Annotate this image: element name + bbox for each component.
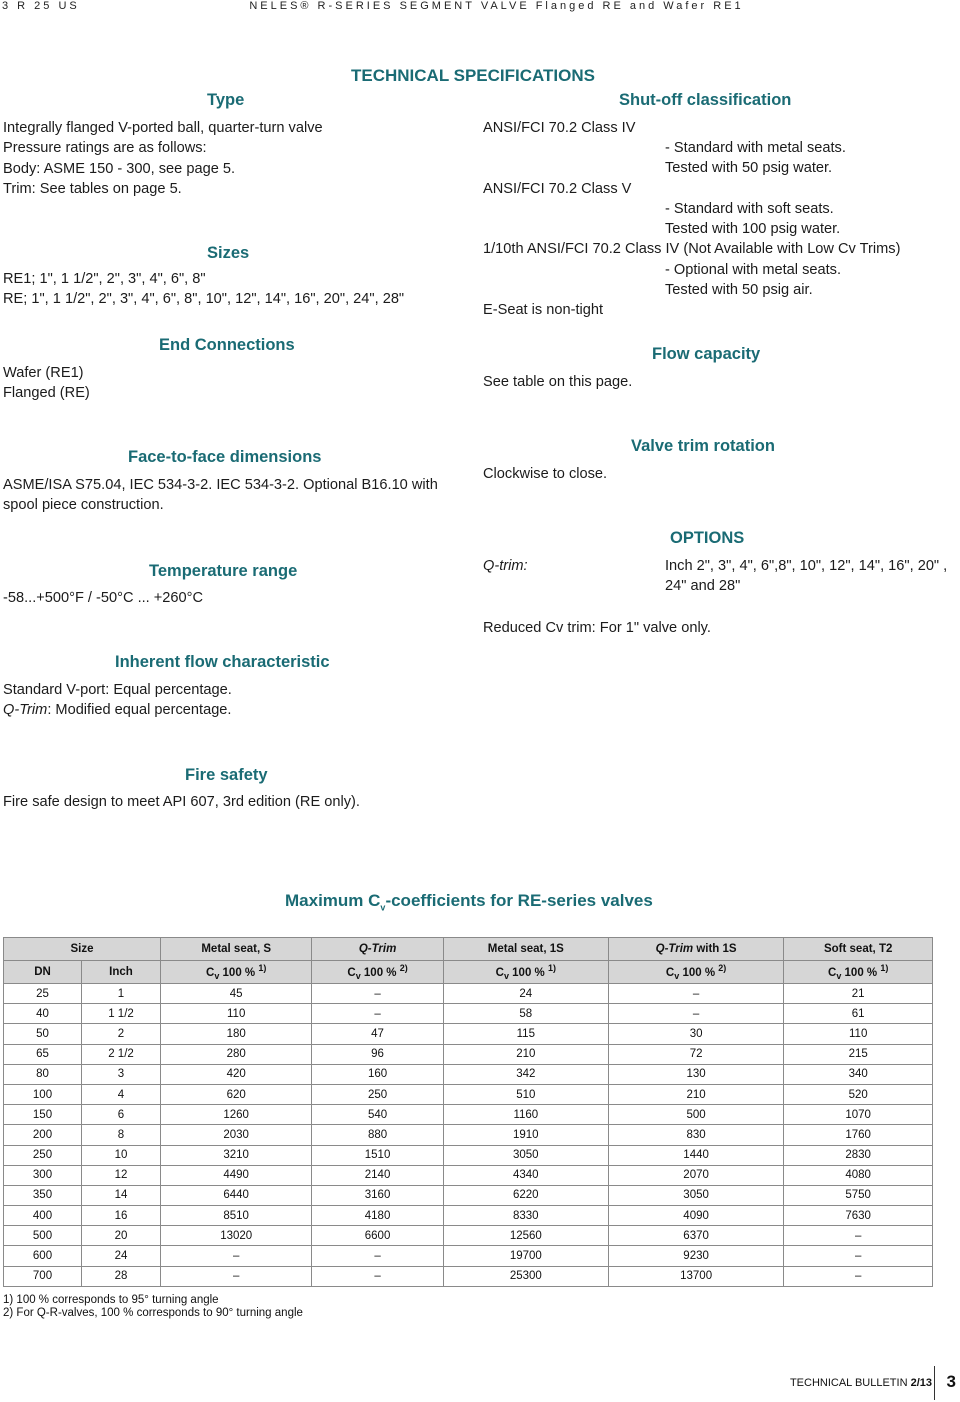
inherent-flow-heading: Inherent flow characteristic xyxy=(115,653,330,671)
technical-specifications-title: TECHNICAL SPECIFICATIONS xyxy=(351,66,595,85)
table-cell: 25300 xyxy=(443,1266,608,1286)
col-cv: $C_v$ 100 % $^{2)}$ xyxy=(608,961,784,984)
table-cell: – xyxy=(312,1004,443,1024)
table-cell: 342 xyxy=(443,1064,608,1084)
table-cell: 4090 xyxy=(608,1206,784,1226)
col-cv: $C_v$ 100 % $^{1)}$ xyxy=(784,961,933,984)
table-cell: 2070 xyxy=(608,1165,784,1185)
shutoff-tenth: 1/10th ANSI/FCI 70.2 Class IV (Not Available with Low Cv Trims) xyxy=(483,241,901,257)
group-soft-seat-t2: Soft seat, T2 xyxy=(784,938,933,961)
table-cell: 3160 xyxy=(312,1185,443,1205)
table-column-header-row xyxy=(4,961,933,984)
face-to-face-text: ASME/ISA S75.04, IEC 534-3-2. IEC 534-3-2. Optional B16.10 with spool piece construction. xyxy=(3,477,438,514)
sizes-text: RE1; 1", 1 1/2", 2", 3", 4", 6", 8" RE; 1", 1 1/2", 2", 3", 4", 6", 8", 10", 12", 14", 16", 20", 24", 28" xyxy=(3,271,405,308)
table-cell: 2 xyxy=(82,1024,161,1044)
table-cell: 4340 xyxy=(443,1165,608,1185)
footnote-1: 1) 100 % corresponds to 95° turning angle xyxy=(3,1294,219,1306)
shutoff-class4-notes: - Standard with metal seats. Tested with 50 psig water. xyxy=(665,140,846,177)
table-cell: 280 xyxy=(161,1044,312,1064)
table-cell: 6440 xyxy=(161,1185,312,1205)
table-cell: – xyxy=(161,1246,312,1266)
end-connections-text: Wafer (RE1) Flanged (RE) xyxy=(3,365,90,402)
table-cell: 72 xyxy=(608,1044,784,1064)
table-cell: 110 xyxy=(161,1004,312,1024)
table-cell: 14 xyxy=(82,1185,161,1205)
table-cell: 80 xyxy=(4,1064,82,1084)
footnote-2: 2) For Q-R-valves, 100 % corresponds to 90° turning angle xyxy=(3,1307,303,1319)
table-cell: 40 xyxy=(4,1004,82,1024)
table-cell: 200 xyxy=(4,1125,82,1145)
table-cell: 12 xyxy=(82,1165,161,1185)
table-cell: 250 xyxy=(312,1084,443,1104)
table-cell: 1 xyxy=(82,984,161,1004)
table-cell: 210 xyxy=(608,1084,784,1104)
end-connections-heading: End Connections xyxy=(159,336,295,354)
table-cell: 880 xyxy=(312,1125,443,1145)
table-cell: 4 xyxy=(82,1084,161,1104)
table-cell: – xyxy=(161,1266,312,1286)
table-cell: 65 xyxy=(4,1044,82,1064)
table-cell: 9230 xyxy=(608,1246,784,1266)
type-text: Integrally flanged V-ported ball, quarter-turn valve Pressure ratings are as follows: Body: ASME 150 - 300, see page 5. Trim: See tables on page 5. xyxy=(3,120,323,197)
table-row xyxy=(4,1125,933,1145)
page-number: 3 xyxy=(946,1372,956,1391)
table-cell: 210 xyxy=(443,1044,608,1064)
face-to-face-heading: Face-to-face dimensions xyxy=(128,448,322,466)
temperature-heading: Temperature range xyxy=(149,562,298,580)
table-row xyxy=(4,1105,933,1125)
table-cell: 520 xyxy=(784,1084,933,1104)
table-cell: 24 xyxy=(443,984,608,1004)
col-cv: $C_v$ 100 % $^{1)}$ xyxy=(443,961,608,984)
table-row xyxy=(4,1004,933,1024)
shutoff-class4: ANSI/FCI 70.2 Class IV xyxy=(483,120,636,136)
shutoff-class5: ANSI/FCI 70.2 Class V xyxy=(483,181,632,197)
table-cell: 8330 xyxy=(443,1206,608,1226)
table-cell: 3 xyxy=(82,1064,161,1084)
table-cell: 6 xyxy=(82,1105,161,1125)
table-cell: 8510 xyxy=(161,1206,312,1226)
table-cell: 21 xyxy=(784,984,933,1004)
table-cell: 160 xyxy=(312,1064,443,1084)
footer-divider xyxy=(934,1366,935,1400)
table-cell: – xyxy=(784,1226,933,1246)
table-cell: 700 xyxy=(4,1266,82,1286)
table-cell: 24 xyxy=(82,1246,161,1266)
table-cell: 16 xyxy=(82,1206,161,1226)
sizes-heading: Sizes xyxy=(207,244,250,262)
table-row xyxy=(4,1044,933,1064)
shutoff-eseat: E-Seat is non-tight xyxy=(483,302,604,318)
flow-capacity-heading: Flow capacity xyxy=(652,345,761,363)
table-cell: – xyxy=(784,1266,933,1286)
table-cell: 340 xyxy=(784,1064,933,1084)
table-cell: 47 xyxy=(312,1024,443,1044)
table-cell: 61 xyxy=(784,1004,933,1024)
table-row xyxy=(4,1084,933,1104)
table-cell: 510 xyxy=(443,1084,608,1104)
table-cell: 30 xyxy=(608,1024,784,1044)
header-title: NELES® R-SERIES SEGMENT VALVE Flanged RE and Wafer RE1 xyxy=(249,0,744,12)
table-cell: – xyxy=(312,1266,443,1286)
table-cell: 6370 xyxy=(608,1226,784,1246)
table-cell: 2830 xyxy=(784,1145,933,1165)
table-cell: 4180 xyxy=(312,1206,443,1226)
table-cell: 6220 xyxy=(443,1185,608,1205)
table-row xyxy=(4,1206,933,1226)
cv-coefficients-table xyxy=(3,937,933,1287)
table-row xyxy=(4,1165,933,1185)
table-cell: 2140 xyxy=(312,1165,443,1185)
group-q-trim-1s: Q-Trim with 1S xyxy=(608,938,784,961)
table-cell: 8 xyxy=(82,1125,161,1145)
table-cell: 830 xyxy=(608,1125,784,1145)
fire-safety-heading: Fire safety xyxy=(185,766,268,784)
page-code: 3 R 25 US xyxy=(2,0,80,12)
table-cell: 58 xyxy=(443,1004,608,1024)
table-cell: 4080 xyxy=(784,1165,933,1185)
table-cell: 2 1/2 xyxy=(82,1044,161,1064)
table-cell: 110 xyxy=(784,1024,933,1044)
table-cell: 1510 xyxy=(312,1145,443,1165)
table-cell: 1 1/2 xyxy=(82,1004,161,1024)
table-cell: – xyxy=(784,1246,933,1266)
valve-trim-heading: Valve trim rotation xyxy=(631,437,775,455)
table-body xyxy=(4,984,933,1287)
table-cell: 350 xyxy=(4,1185,82,1205)
table-cell: 600 xyxy=(4,1246,82,1266)
table-row xyxy=(4,1226,933,1246)
table-cell: 620 xyxy=(161,1084,312,1104)
flow-capacity-text: See table on this page. xyxy=(483,374,633,390)
table-cell: 20 xyxy=(82,1226,161,1246)
table-cell: 10 xyxy=(82,1145,161,1165)
table-cell: 150 xyxy=(4,1105,82,1125)
table-cell: – xyxy=(608,1004,784,1024)
table-row xyxy=(4,1024,933,1044)
table-cell: 5750 xyxy=(784,1185,933,1205)
table-cell: 500 xyxy=(608,1105,784,1125)
table-cell: 96 xyxy=(312,1044,443,1064)
table-cell: 1910 xyxy=(443,1125,608,1145)
shutoff-class5-notes: - Standard with soft seats. Tested with 100 psig water. xyxy=(665,201,841,238)
table-cell: 3050 xyxy=(608,1185,784,1205)
table-cell: 28 xyxy=(82,1266,161,1286)
table-cell: 13020 xyxy=(161,1226,312,1246)
table-cell: 215 xyxy=(784,1044,933,1064)
type-heading: Type xyxy=(207,91,245,109)
table-cell: 540 xyxy=(312,1105,443,1125)
group-size: Size xyxy=(4,938,161,961)
options-qtrim-sizes: Inch 2", 3", 4", 6",8", 10", 12", 14", 16", 20" , 24" and 28" xyxy=(665,558,948,595)
table-cell: 130 xyxy=(608,1064,784,1084)
table-cell: 12560 xyxy=(443,1226,608,1246)
col-cv: $C_v$ 100 % $^{2)}$ xyxy=(312,961,443,984)
table-cell: 500 xyxy=(4,1226,82,1246)
group-metal-seat-1s: Metal seat, 1S xyxy=(443,938,608,961)
table-cell: 115 xyxy=(443,1024,608,1044)
table-cell: 13700 xyxy=(608,1266,784,1286)
fire-safety-text: Fire safe design to meet API 607, 3rd edition (RE only). xyxy=(3,794,360,810)
table-cell: 4490 xyxy=(161,1165,312,1185)
table-cell: 7630 xyxy=(784,1206,933,1226)
table-title: Maximum $C_v$-coefficients for RE-series valves xyxy=(285,891,653,913)
table-cell: 25 xyxy=(4,984,82,1004)
col-inch: Inch xyxy=(82,961,161,984)
shutoff-heading: Shut-off classification xyxy=(619,91,792,109)
table-cell: 2030 xyxy=(161,1125,312,1145)
table-row xyxy=(4,1246,933,1266)
table-row xyxy=(4,1266,933,1286)
group-metal-seat-s: Metal seat, S xyxy=(161,938,312,961)
options-heading: OPTIONS xyxy=(670,529,745,547)
table-cell: – xyxy=(312,1246,443,1266)
col-cv: $C_v$ 100 % $^{1)}$ xyxy=(161,961,312,984)
table-cell: 100 xyxy=(4,1084,82,1104)
table-cell: 1760 xyxy=(784,1125,933,1145)
temperature-text: -58...+500°F / -50°C ... +260°C xyxy=(3,590,204,606)
table-cell: 1260 xyxy=(161,1105,312,1125)
page-header xyxy=(2,0,744,12)
table-cell: 3050 xyxy=(443,1145,608,1165)
col-dn: DN xyxy=(4,961,82,984)
table-cell: 300 xyxy=(4,1165,82,1185)
table-cell: 50 xyxy=(4,1024,82,1044)
table-group-header-row xyxy=(4,938,933,961)
table-cell: 6600 xyxy=(312,1226,443,1246)
table-cell: 400 xyxy=(4,1206,82,1226)
table-cell: 45 xyxy=(161,984,312,1004)
table-row xyxy=(4,984,933,1004)
table-cell: 180 xyxy=(161,1024,312,1044)
table-cell: 420 xyxy=(161,1064,312,1084)
options-qtrim-label: Q-trim: xyxy=(483,558,528,574)
valve-trim-text: Clockwise to close. xyxy=(483,466,608,482)
table-row xyxy=(4,1145,933,1165)
table-cell: 1070 xyxy=(784,1105,933,1125)
table-cell: 19700 xyxy=(443,1246,608,1266)
table-cell: 3210 xyxy=(161,1145,312,1165)
table-cell: – xyxy=(312,984,443,1004)
table-row xyxy=(4,1064,933,1084)
options-reduced-cv: Reduced Cv trim: For 1" valve only. xyxy=(483,620,711,636)
table-row xyxy=(4,1185,933,1205)
technical-bulletin: TECHNICAL BULLETIN 2/13 xyxy=(789,1377,932,1389)
table-cell: 1160 xyxy=(443,1105,608,1125)
inherent-flow-text: Standard V-port: Equal percentage. Q-Trim: Modified equal percentage. xyxy=(3,682,232,719)
table-cell: – xyxy=(608,984,784,1004)
table-cell: 1440 xyxy=(608,1145,784,1165)
table-cell: 250 xyxy=(4,1145,82,1165)
shutoff-tenth-notes: - Optional with metal seats. Tested with 50 psig air. xyxy=(665,262,842,299)
group-q-trim: Q-Trim xyxy=(312,938,443,961)
